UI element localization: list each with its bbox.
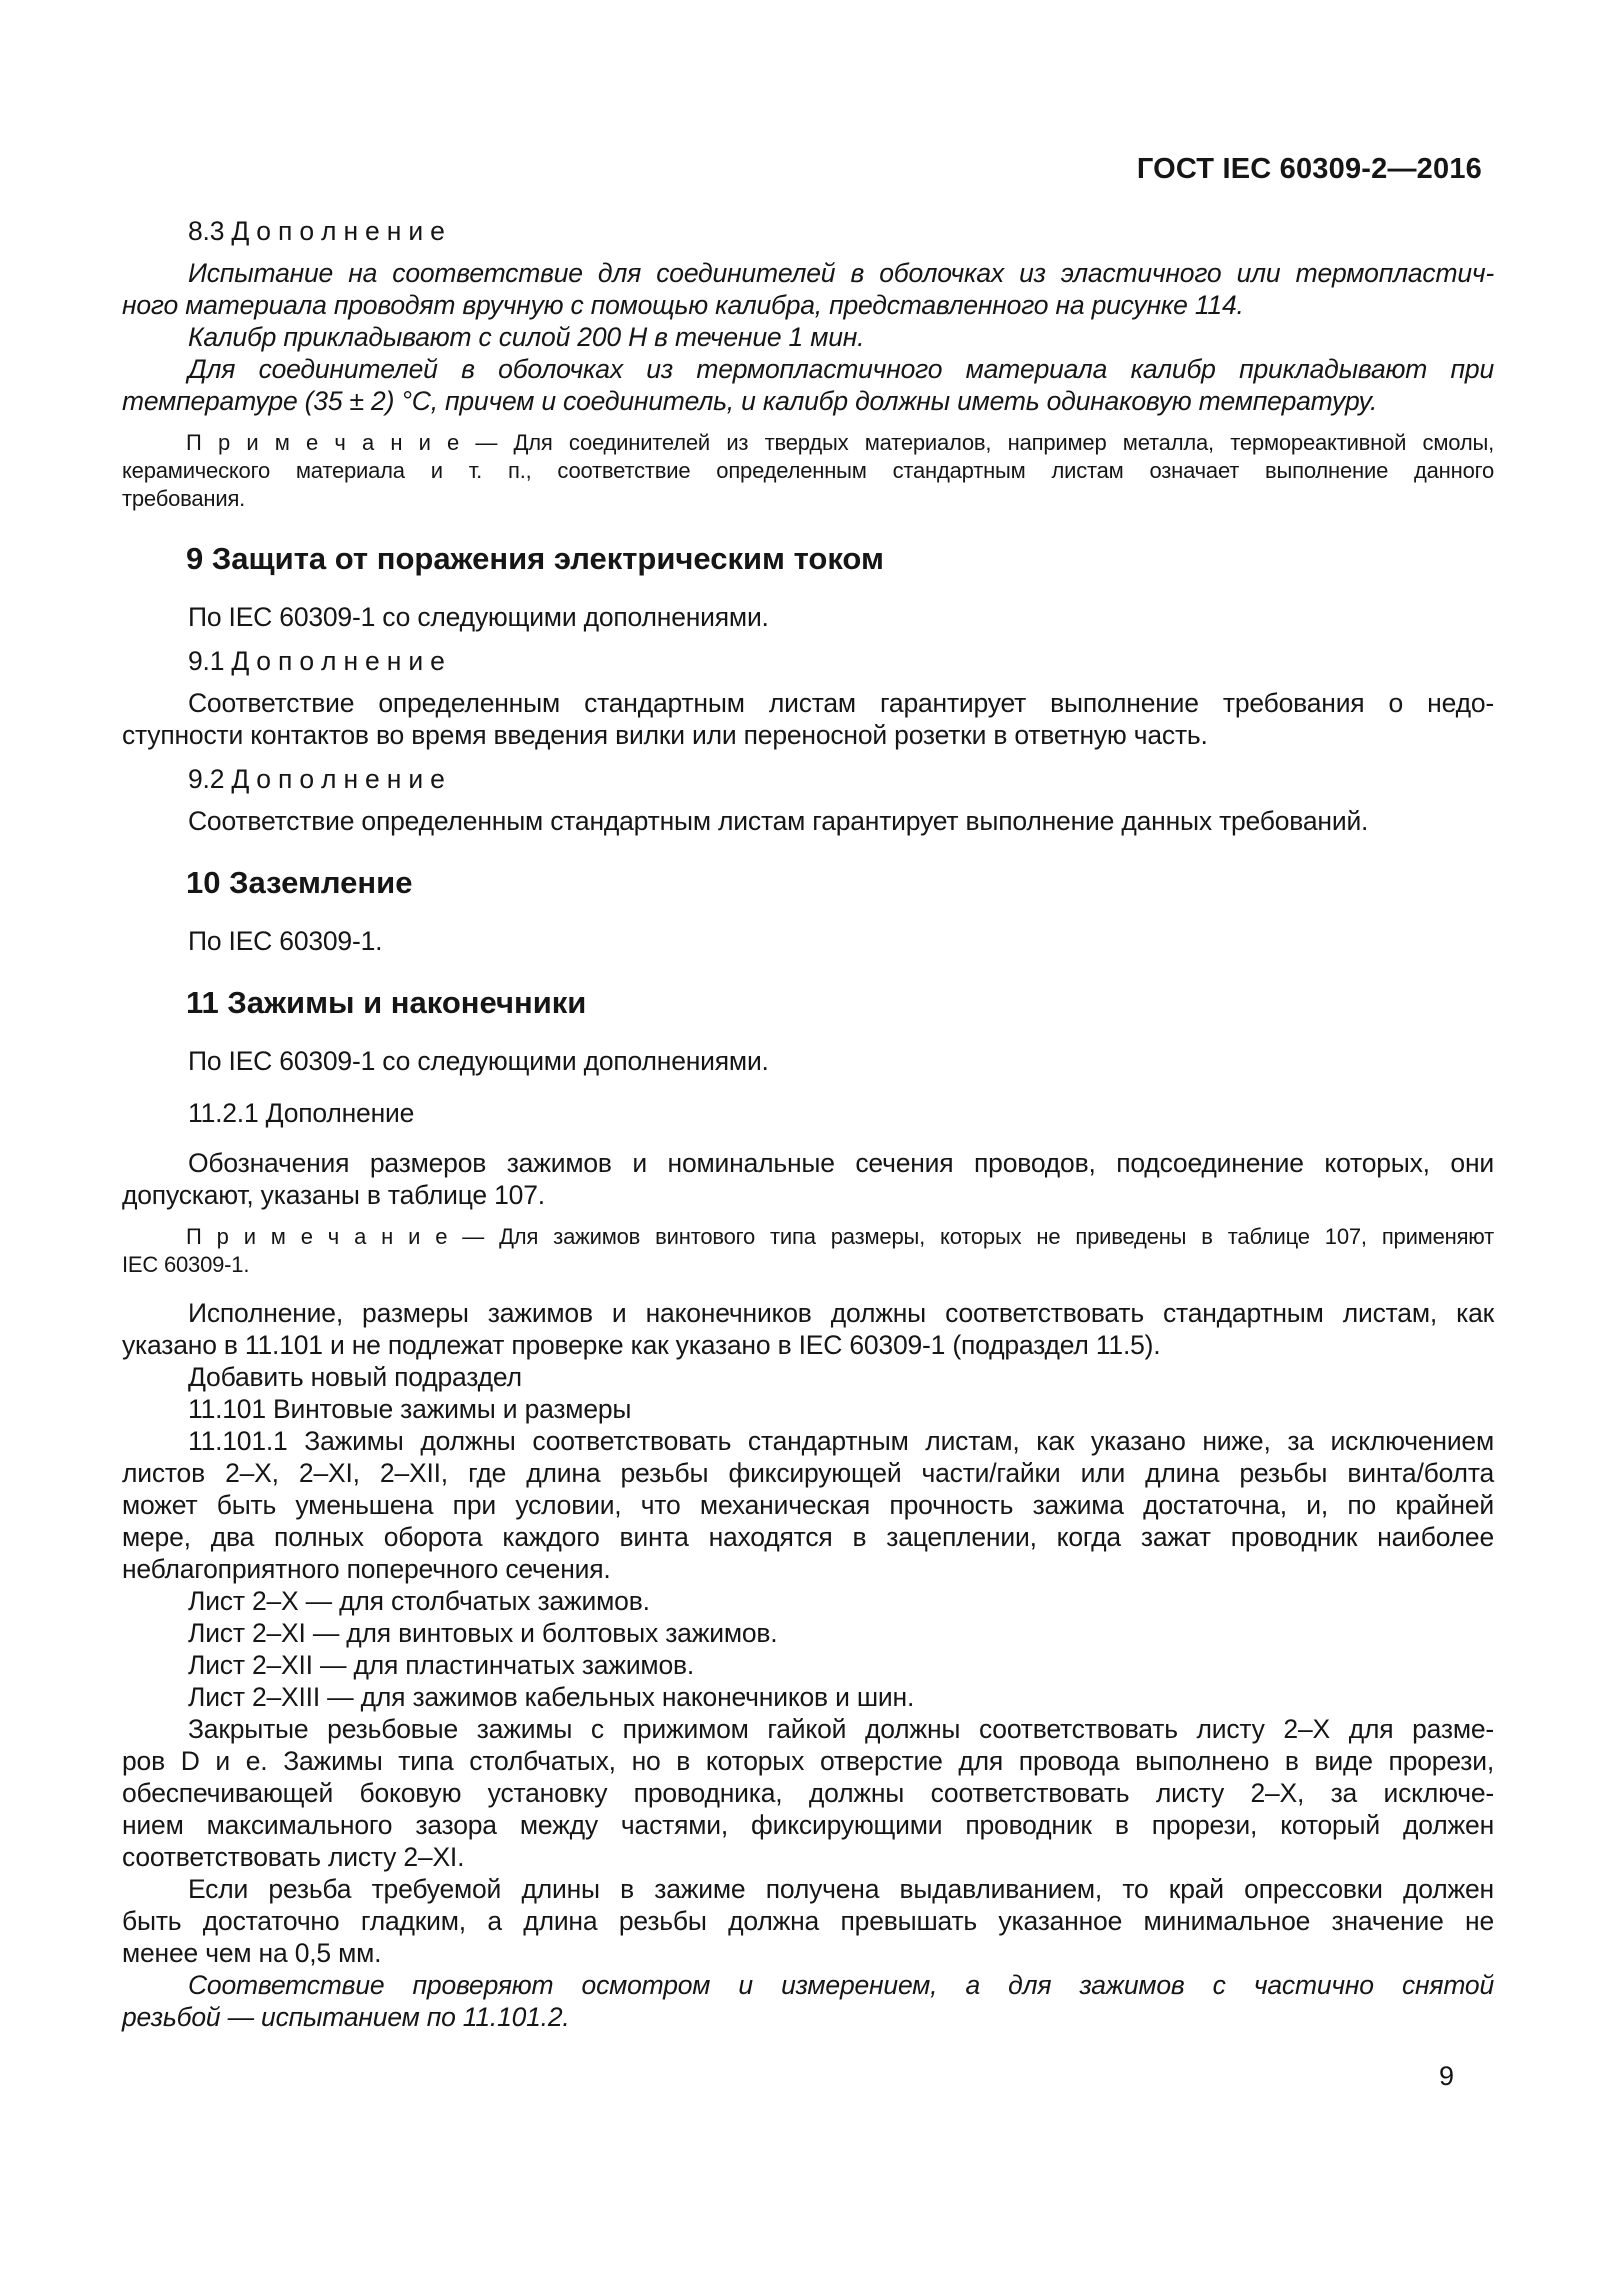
- paragraph: [122, 1361, 1494, 1393]
- text-line: Соответствие определенным стандартным листам гарантирует выполнение требования о недо-: [188, 688, 1494, 718]
- text-line: соответствовать листу 2–XI.: [122, 1842, 465, 1872]
- text-line: Добавить новый подраздел: [188, 1362, 522, 1392]
- paragraph: [122, 1713, 1494, 1873]
- paragraph: [122, 1585, 1494, 1617]
- text-line: Обозначения размеров зажимов и номинальные сечения проводов, подсоединение которых, они: [188, 1148, 1494, 1178]
- paragraph: [122, 601, 1494, 633]
- text-line: Лист 2–XI — для винтовых и болтовых зажимов.: [188, 1618, 778, 1648]
- text-line: По IEC 60309-1.: [188, 926, 383, 956]
- paragraph: [122, 1681, 1494, 1713]
- standard-designation: ГОСТ IEC 60309-2—2016: [1136, 153, 1482, 185]
- text-line: обеспечивающей боковую установку проводника, должны соответствовать листу 2–X, за исключе-: [122, 1778, 1494, 1808]
- paragraph-italic: [122, 1969, 1494, 2033]
- section-heading: 10 Заземление: [186, 865, 413, 900]
- paragraph: [122, 805, 1494, 837]
- section-heading: 9 Защита от поражения электрическим током: [186, 541, 884, 576]
- text-line: П р и м е ч а н и е — Для соединителей из твердых материалов, например металла, термореактивной смолы,: [186, 430, 1494, 455]
- text-line: Лист 2–XII — для пластинчатых зажимов.: [188, 1650, 695, 1680]
- paragraph: [122, 925, 1494, 957]
- text-line: Если резьба требуемой длины в зажиме получена выдавливанием, то край опрессовки должен: [188, 1874, 1494, 1904]
- text-line: указано в 11.101 и не подлежат проверке как указано в IEC 60309-1 (подраздел 11.5).: [122, 1330, 1161, 1360]
- paragraph: [122, 1045, 1494, 1077]
- text-line: керамического материала и т. п., соответствие определенным стандартным листам означает выполнение данного: [122, 458, 1494, 483]
- text-line: Калибр прикладывают с силой 200 Н в течение 1 мин.: [188, 322, 865, 352]
- document-content: [122, 215, 1494, 2033]
- text-line: менее чем на 0,5 мм.: [122, 1938, 382, 1968]
- text-line: По IEC 60309-1 со следующими дополнениями.: [188, 602, 769, 632]
- subclause-label: 9.1 Д о п о л н е н и е: [188, 646, 445, 676]
- running-header: [122, 153, 1482, 185]
- text-line: резьбой — испытанием по 11.101.2.: [122, 2002, 570, 2032]
- text-line: нием максимального зазора между частями, фиксирующими проводник в прорези, который должен: [122, 1810, 1494, 1840]
- text-line: Закрытые резьбовые зажимы с прижимом гайкой должны соответствовать листу 2–X для разме-: [188, 1714, 1494, 1744]
- text-line: ступности контактов во время введения вилки или переносной розетки в ответную часть.: [122, 720, 1208, 750]
- text-line: неблагоприятного поперечного сечения.: [122, 1554, 611, 1584]
- paragraph: [122, 1393, 1494, 1425]
- text-line: мере, два полных оборота каждого винта находятся в зацеплении, когда зажат проводник наиболее: [122, 1522, 1494, 1552]
- text-line: Лист 2–XIII — для зажимов кабельных наконечников и шин.: [188, 1682, 915, 1712]
- section-heading: 11 Зажимы и наконечники: [186, 985, 587, 1020]
- text-line: Для соединителей в оболочках из термопластичного материала калибр прикладывают при: [188, 354, 1494, 384]
- page-number: 9: [1438, 2061, 1454, 2091]
- text-line: П р и м е ч а н и е — Для зажимов винтового типа размеры, которых не приведены в таблице 107, применяют: [186, 1224, 1494, 1249]
- text-line: Лист 2–X — для столбчатых зажимов.: [188, 1586, 650, 1616]
- text-line: быть достаточно гладким, а длина резьбы должна превышать указанное минимальное значение не: [122, 1906, 1494, 1936]
- paragraph: [122, 1649, 1494, 1681]
- paragraph: [122, 1147, 1494, 1211]
- paragraph-italic: [122, 321, 1494, 353]
- text-line: Испытание на соответствие для соединителей в оболочках из эластичного или термопластич-: [188, 258, 1494, 288]
- text-line: листов 2–X, 2–XI, 2–XII, где длина резьбы фиксирующей части/гайки или длина резьбы винта/болта: [122, 1458, 1494, 1488]
- paragraph-italic: [122, 353, 1494, 417]
- paragraph-italic: [122, 257, 1494, 321]
- text-line: По IEC 60309-1 со следующими дополнениями.: [188, 1046, 769, 1076]
- text-line: ного материала проводят вручную с помощью калибра, представленного на рисунке 114.: [122, 290, 1244, 320]
- subclause-label: 11.2.1 Дополнение: [188, 1098, 415, 1128]
- text-line: IEC 60309-1.: [122, 1252, 250, 1277]
- text-line: температуре (35 ± 2) °C, причем и соединитель, и калибр должны иметь одинаковую температуру.: [122, 386, 1378, 416]
- paragraph: [122, 1873, 1494, 1969]
- text-line: 11.101.1 Зажимы должны соответствовать стандартным листам, как указано ниже, за исключением: [188, 1426, 1494, 1456]
- paragraph: [122, 1425, 1494, 1585]
- text-line: может быть уменьшена при условии, что механическая прочность зажима достаточна, и, по крайней: [122, 1490, 1494, 1520]
- text-line: Соответствие проверяют осмотром и измерением, а для зажимов с частично снятой: [188, 1970, 1494, 2000]
- note: [122, 429, 1494, 513]
- text-line: Исполнение, размеры зажимов и наконечников должны соответствовать стандартным листам, как: [188, 1298, 1494, 1328]
- subclause-label: 9.2 Д о п о л н е н и е: [188, 764, 445, 794]
- text-line: ров D и e. Зажимы типа столбчатых, но в которых отверстие для провода выполнено в виде прорези,: [122, 1746, 1494, 1776]
- text-line: допускают, указаны в таблице 107.: [122, 1180, 545, 1210]
- subclause-label: 8.3 Д о п о л н е н и е: [188, 216, 445, 246]
- note: [122, 1223, 1494, 1279]
- text-line: 11.101 Винтовые зажимы и размеры: [188, 1394, 632, 1424]
- text-line: Соответствие определенным стандартным листам гарантирует выполнение данных требований.: [188, 806, 1369, 836]
- text-line: требования.: [122, 486, 246, 511]
- paragraph: [122, 1297, 1494, 1361]
- paragraph: [122, 1617, 1494, 1649]
- paragraph: [122, 687, 1494, 751]
